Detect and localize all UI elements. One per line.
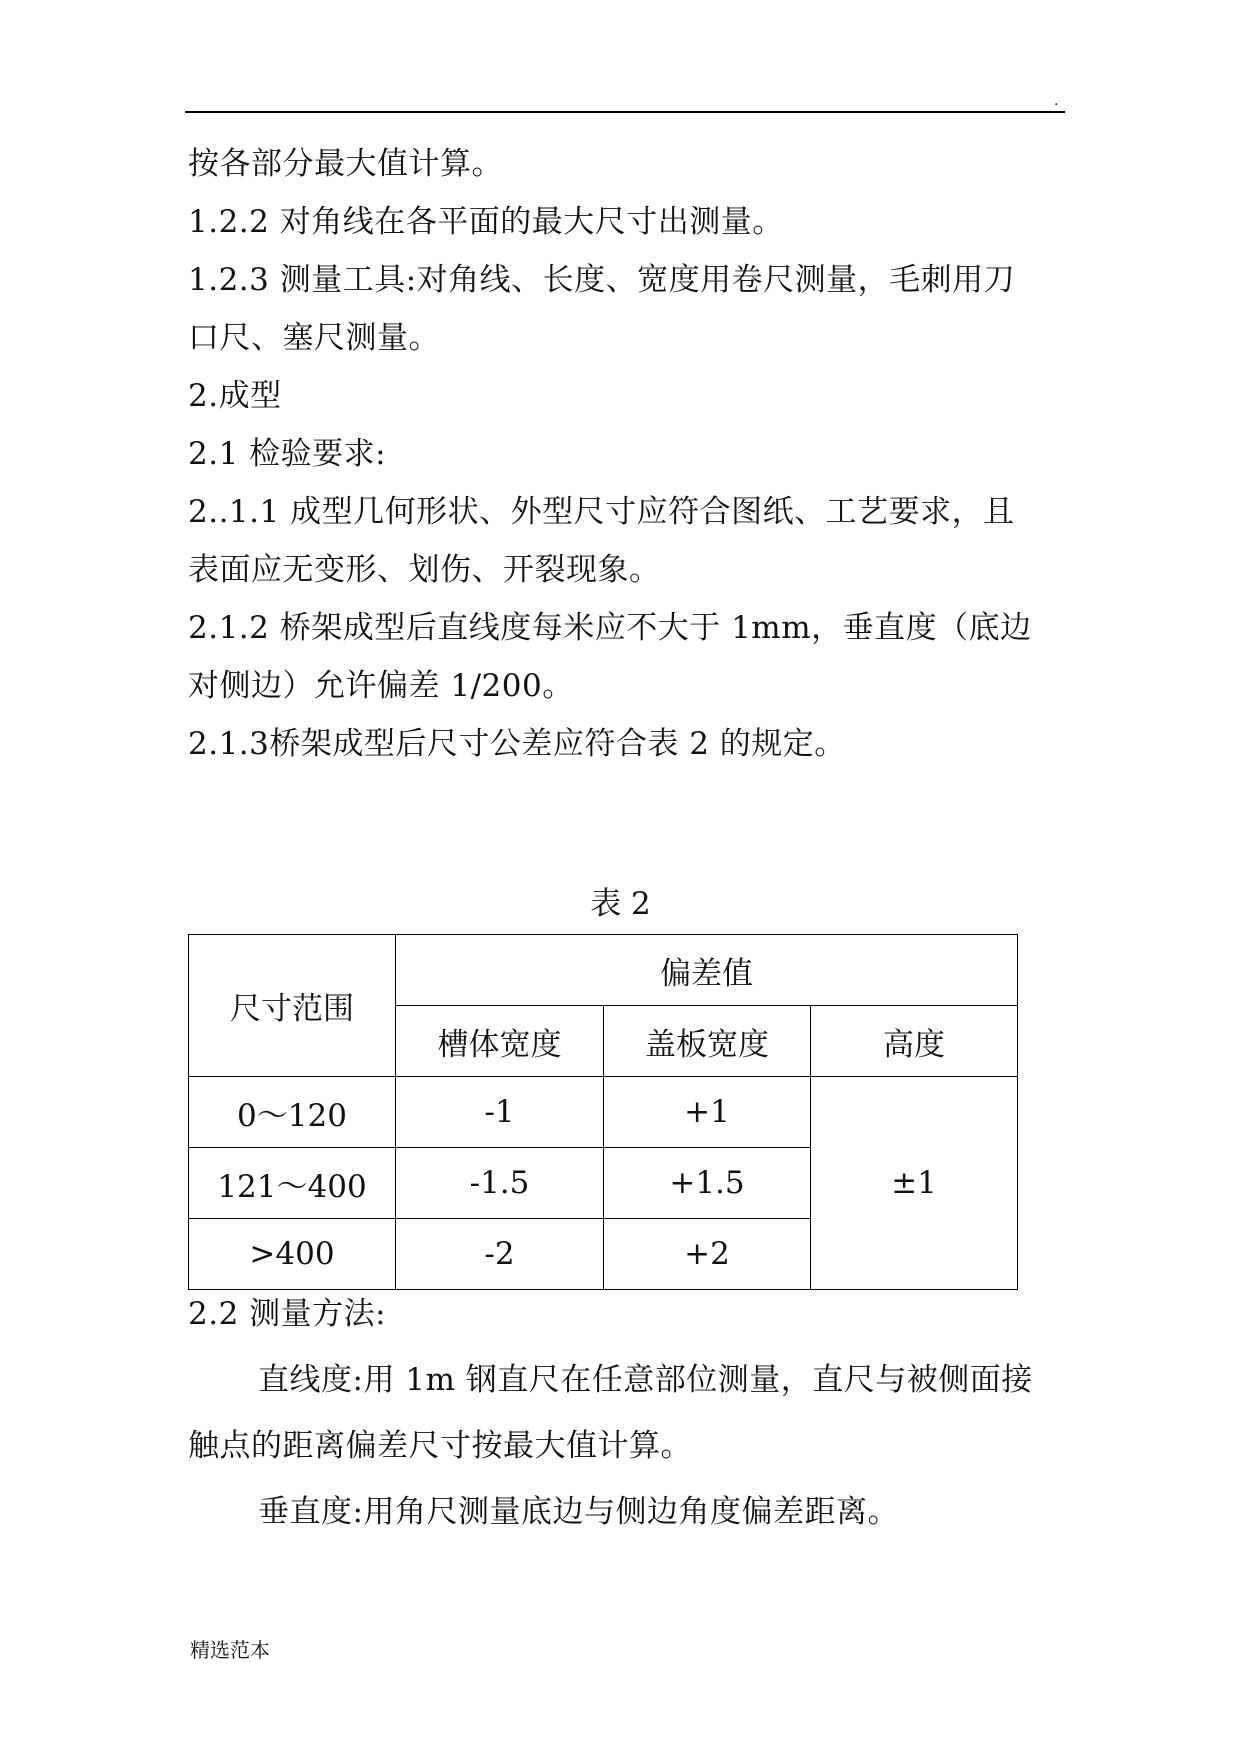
table-header-row <box>189 935 1018 1006</box>
table-caption: 表 2 <box>590 886 651 922</box>
paragraph-line: 垂直度:用角尺测量底边与侧边角度偏差距离。 <box>258 1494 899 1530</box>
cover-width-header: 盖板宽度 <box>604 1006 811 1077</box>
subsection-heading: 2.1 检验要求: <box>188 436 387 472</box>
section-heading: 2.成型 <box>188 378 282 414</box>
cover-width-cell: +2 <box>604 1219 811 1290</box>
paragraph-line: 对侧边）允许偏差 1/200。 <box>188 668 574 704</box>
paragraph-line: 1.2.2 对角线在各平面的最大尺寸出测量。 <box>188 204 784 240</box>
paragraph-line: 口尺、塞尺测量。 <box>188 320 440 356</box>
subsection-heading: 2.2 测量方法: <box>188 1296 387 1332</box>
size-range-cell: >400 <box>189 1219 396 1290</box>
height-header: 高度 <box>811 1006 1018 1077</box>
paragraph-line: 2..1.1 成型几何形状、外型尺寸应符合图纸、工艺要求，且 <box>188 494 1015 530</box>
page-footer: 精选范本 <box>190 1638 270 1662</box>
paragraph-line: 触点的距离偏差尺寸按最大值计算。 <box>188 1428 692 1464</box>
height-cell: ±1 <box>811 1077 1018 1290</box>
paragraph-line: 2.1.3桥架成型后尺寸公差应符合表 2 的规定。 <box>188 726 846 762</box>
header-rule <box>185 111 1065 113</box>
cover-width-cell: +1.5 <box>604 1148 811 1219</box>
trough-width-header: 槽体宽度 <box>396 1006 604 1077</box>
trough-width-cell: -1 <box>396 1077 604 1148</box>
trough-width-cell: -1.5 <box>396 1148 604 1219</box>
header-mark: . <box>1054 93 1059 109</box>
table-row <box>189 1077 1018 1148</box>
size-range-cell: 121～400 <box>189 1148 396 1219</box>
paragraph-line: 直线度:用 1m 钢直尺在任意部位测量，直尺与被侧面接 <box>258 1362 1033 1398</box>
size-range-cell: 0～120 <box>189 1077 396 1148</box>
paragraph-line: 1.2.3 测量工具:对角线、长度、宽度用卷尺测量，毛刺用刀 <box>188 262 1016 298</box>
paragraph-line: 表面应无变形、划伤、开裂现象。 <box>188 552 661 588</box>
tolerance-table <box>188 934 1018 1290</box>
deviation-header: 偏差值 <box>396 935 1018 1006</box>
cover-width-cell: +1 <box>604 1077 811 1148</box>
trough-width-cell: -2 <box>396 1219 604 1290</box>
size-range-header: 尺寸范围 <box>189 935 396 1077</box>
paragraph-line: 按各部分最大值计算。 <box>188 146 503 182</box>
paragraph-line: 2.1.2 桥架成型后直线度每米应不大于 1mm，垂直度（底边 <box>188 610 1032 646</box>
